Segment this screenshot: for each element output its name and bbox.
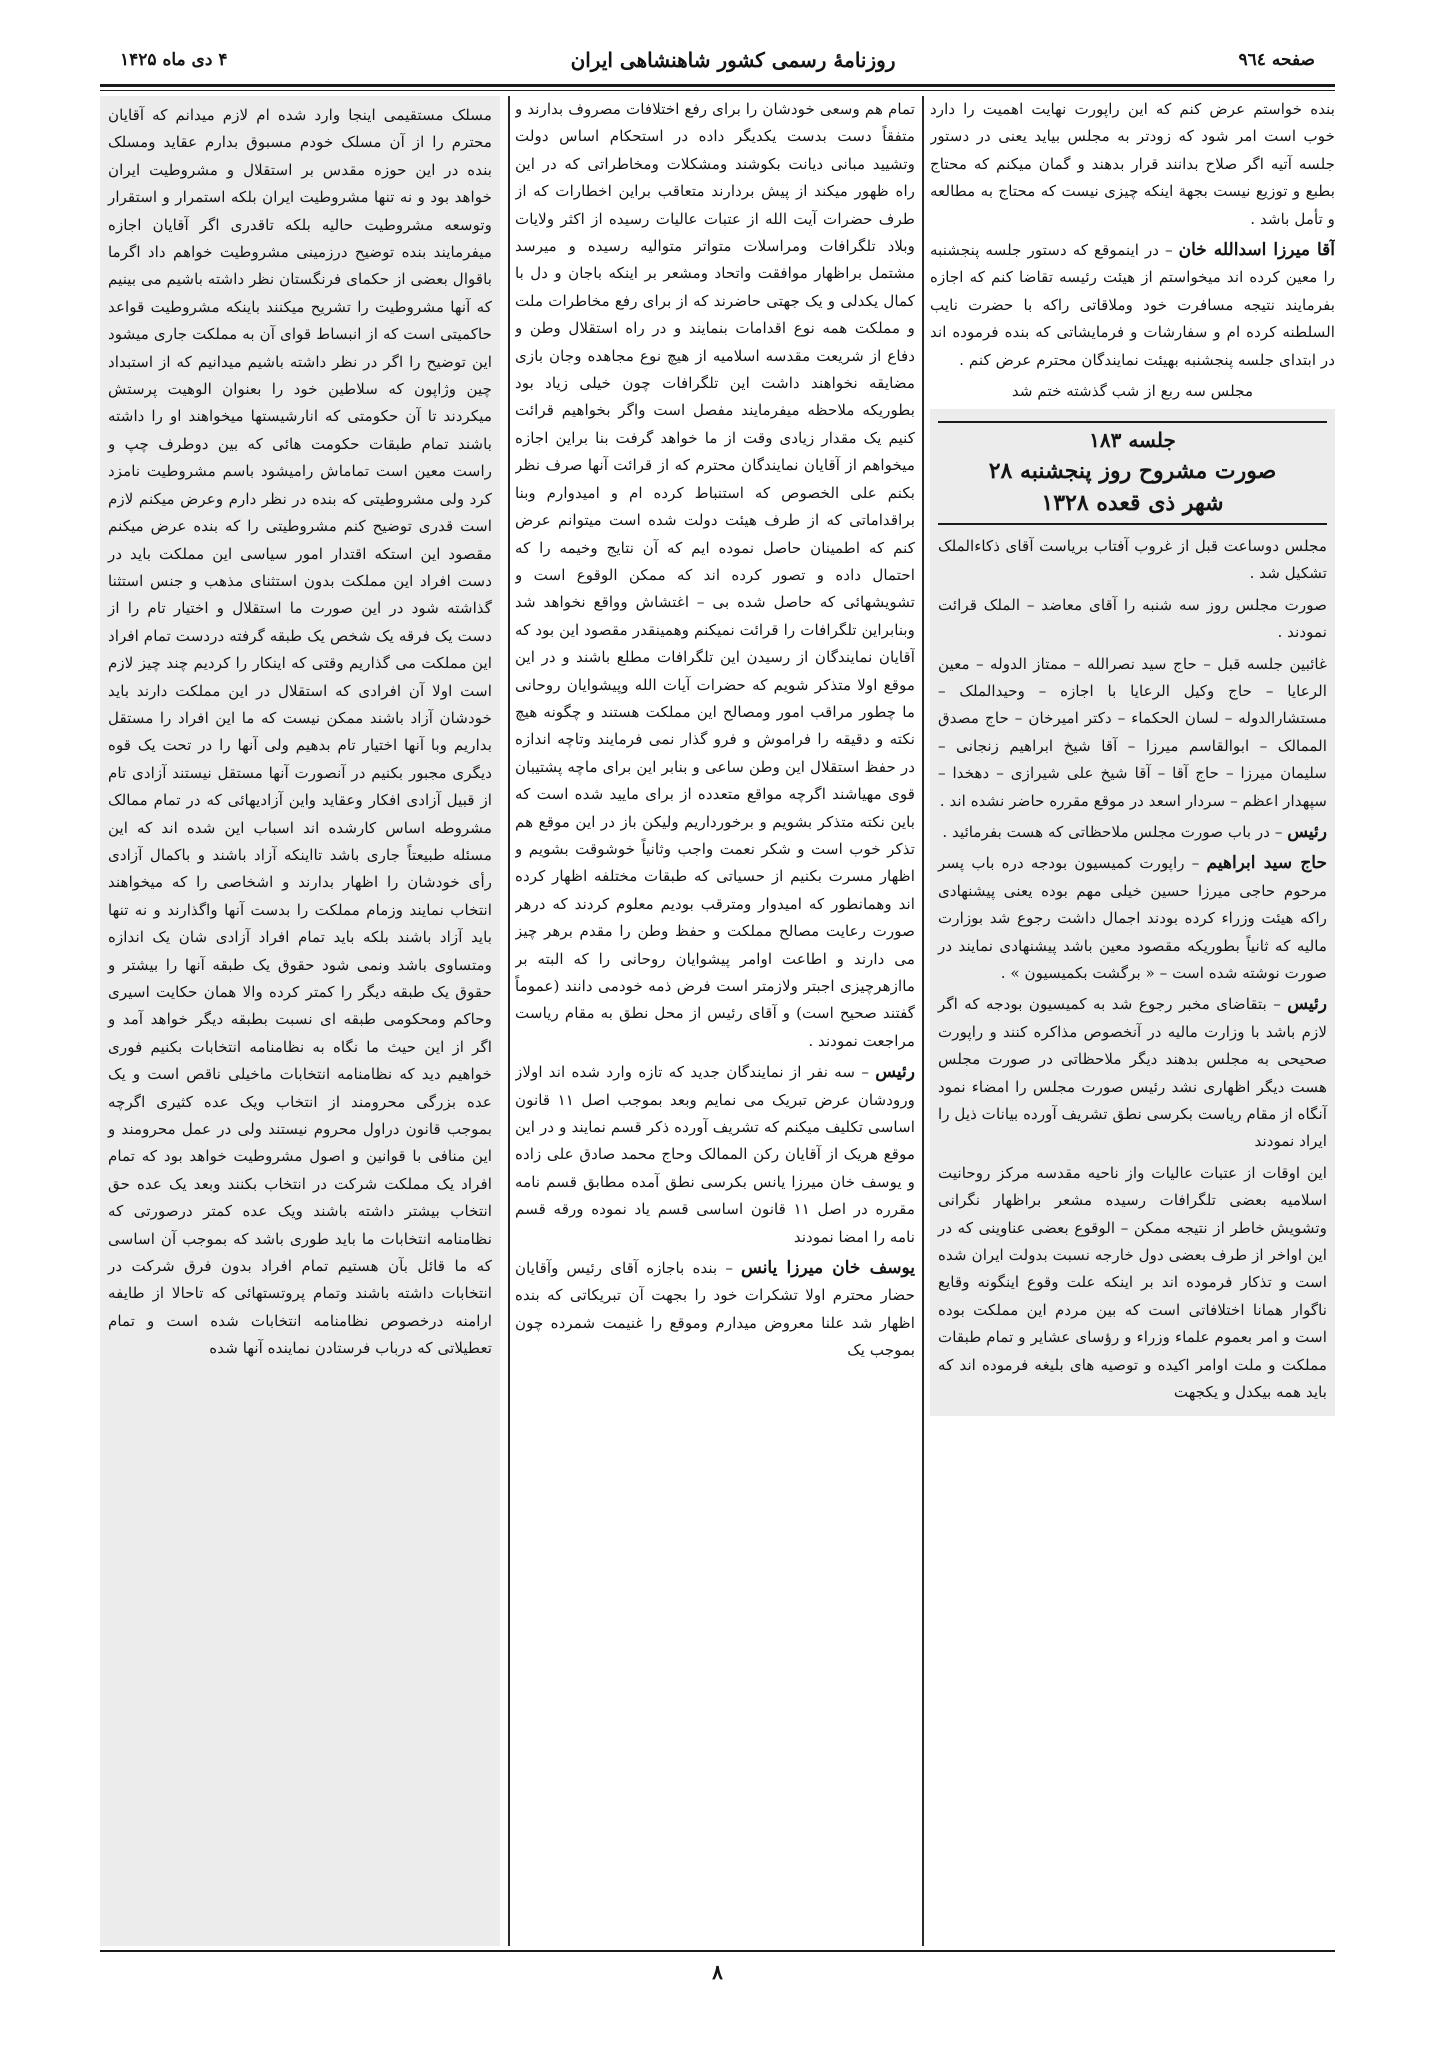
session-heading	[938, 421, 1327, 524]
speaker-name: حاج سید ابراهیم	[1206, 853, 1327, 874]
text-columns	[100, 96, 1335, 1946]
page-marker: ۸	[712, 1960, 723, 1984]
paragraph: بنده خواستم عرض کنم که این راپورت نهایت اهمیت را دارد خوب است امر شود که زودتر به مجلس بیاید یعنی در دستور جلسه آتیه اگر صلاح بدانند قرار بدهند و گمان میکنم که محتاج بطبع و توزیع نیست بجهة اینکه چیزی نیست که محتاج به مطالعه و تأمل باشد .	[930, 100, 1335, 228]
paragraph	[930, 237, 1335, 374]
session-date: شهر ذی قعده ۱۳۲۸	[1041, 489, 1224, 516]
paragraph: تمام هم وسعی خودشان را برای رفع اختلافات مصروف بدارند و متفقاً دست بدست یکدیگر داده در استحکام اساس دولت وتشیید مبانی دیانت بکوشند ومشکلات ومخاطراتی که در این راه ظهور میکند از پیش بردارند متعاقب براین اخطارات که از طرف حضرات آیت الله از عتبات عالیات رسیده از اکثر ولایات وبلاد تلگرافات ومراسلات متواتر متوالیه رسیده و میرسد مشتمل براظهار موافقت واتحاد ومشعر بر اینکه باجان و دل با کمال یکدلی و یک جهتی حاضرند که از برای رفع مخاطرات ملت و مملکت همه نوع اقدامات بنمایند و در راه استقلال وطن و دفاع از شریعت مقدسه اسلامیه از هیچ نوع مجاهده وجان بازی مضایقه نخواهند داشت این تلگرافات چون خیلی زیاد بود بطوریکه ملاحظه میفرمایند مفصل است واگر بخواهیم قرائت کنیم یک مقدار زیادی وقت از ما خواهد گرفت بنا براین اجازه میخواهم از آقایان نمایندگان محترم که از قرائت آنها صرف نظر بکنم علی الخصوص که استنباط کرده ام و امیدوارم وبنا براقداماتی که از طرف هیئت دولت شده است میتوانم عرض کنم که اطمینان حاصل نموده ایم که آن نتایج وخیمه را که احتمال داده و تصور کرده اند که ممکن الوقوع است و تشویشهائی که حاصل شده بی – اغتشاش وواقع نخواهد شد وبنابراین تلگرافات را قرائت نمیکنم وهمینقدر مقصود این بود که آقایان نمایندگان از رسیدن این تلگرافات مطلع باشند و در این موقع اولا متذکر شویم که حضرات آیات الله وپیشوایان روحانی ما چطور مراقب امور ومصالح این مملکت هستند و چگونه هیچ نکته و دقیقه را فراموش و فرو گذار نمی فرمایند وتاچه اندازه در حفظ استقلال این وطن ساعی و بنابر این برای ماچه پشتیبان قوی مهیاشند اگرچه مواقع متعدده از برای مایید شده است که باین نکته متذکر بشویم و برخورداریم ولیکن باز در این موقع هم تذکر خوب است و شکر نعمت واجب وثانیاً خوشوقت بشویم و اظهار مسرت بکنیم از حسیاتی که طبقات مختلفه اظهار کرده اند وهمانطور که امیدوار ومترقب بودیم معلوم کردند که درهر صورت رعایت مصالح مملکت و حفظ وطن را مقدم برهر چیز می دارند و اطاعت اوامر پیشوایان روحانی را که البته بر ماازهرچیزی اجبتر ولازمتر است فرض ذمه خودمی دانند (عموماً گفتند صحیح است) و آقای رئیس از محل نطق به مقام ریاست مراجعت نمودند .	[515, 100, 915, 1050]
paragraph	[938, 819, 1327, 846]
session-number: جلسه ۱۸۳	[1089, 428, 1176, 453]
header-rule-thin	[100, 90, 1335, 91]
column-divider	[508, 96, 510, 1946]
speaker-name: یوسف خان میرزا یانس	[741, 1258, 915, 1279]
speaker-name: رئیس	[1287, 821, 1327, 842]
issue-date: ۴ دی ماه ۱۴۲۵	[120, 50, 228, 70]
column-right	[930, 96, 1335, 1946]
absentees-list: غائبین جلسه قبل – حاج سید نصرالله – ممتاز الدوله – معین الرعایا – حاج وکیل الرعایا با اجازه – وحیدالملک – مستشارالدوله – لسان الحکماء – دکتر امیرخان – حاج مصدق الممالک – ابوالقاسم میرزا – آقا شیخ ابراهیم زنجانی – سلیمان میرزا – حاج آقا – آقا شیخ علی شیرازی – دهخدا – سپهدار اعظم – سردار اسعد در موقع مقرره حاضر نشده اند .	[938, 654, 1327, 810]
paragraph	[938, 991, 1327, 1155]
column-left	[100, 96, 500, 1946]
speaker-name: رئیس	[1287, 994, 1327, 1015]
speech-text: – در باب صورت مجلس ملاحظاتی که هست بفرمائید .	[942, 822, 1288, 841]
paragraph	[938, 850, 1327, 987]
column-divider	[922, 96, 924, 1946]
column-middle	[515, 96, 915, 1946]
page-header	[100, 40, 1335, 80]
speech-text: – سه نفر از نمایندگان جدید که تازه وارد شده اند اولاز ورودشان عرض تبریک می نمایم وبعد بموجب اصل ۱۱ قانون اساسی تکلیف میکنم که تشریف آورده ذکر قسم نمایند و در این موقع هریک از آقایان رکن الممالک وحاج محمد صادق علی زاده و یوسف خان میرزا یانس بکرسی نطق آمده مطابق قسم نامه مقرره در اصل ۱۱ قانون اساسی قسم یاد نموده ورقه قسم نامه را امضا نمودند	[515, 1063, 915, 1246]
speech-text: – راپورت کمیسیون بودجه دره باب پسر مرحوم حاجی میرزا حسین خیلی مهم بوده یعنی پیشنهادی راکه هیئت وزراء کرده بودند اجمال داشت رجوع شد بوزارت مالیه که ثانیاً بطوریکه مقصود معین باشد پیشنهادی نمایند در صورت نوشته شده است – « برگشت بکمیسیون » .	[938, 854, 1327, 982]
speech-text: – بنده باجازه آقای رئیس وآقایان حضار محترم اولا تشکرات خود را بجهت آن تبریکاتی که بنده اظهار شد علنا معروض میدارم وموقع را غنیمت شمرده چون بموجب یک	[515, 1259, 915, 1360]
paragraph: این اوقات از عتبات عالیات واز ناحیه مقدسه مرکز روحانیت اسلامیه بعضی تلگرافات رسیده مشعر براظهار نگرانی وتشویش خاطر از نتیجه ممکن – الوقوع بعضی عناوینی که در این اواخر از طرف بعضی دول خارجه نسبت بدولت ایران شده است و تذکار فرموده اند بر اینکه علت وقوع اینگونه وقایع ناگوار همانا اختلافاتی است که بین مردم این مملکت بوده است و امر بعموم علماء وزراء و رؤسای عشایر و تمام طبقات مملکت و ملت اوامر اکیده و توصیه های بلیغه فرموده اند که باید همه بیکدل و یکجهت	[938, 1163, 1327, 1402]
paragraph	[515, 1059, 915, 1251]
gazette-title: روزنامهٔ رسمی کشور شاهنشاهی ایران	[570, 48, 896, 72]
shaded-section	[930, 409, 1335, 1416]
paragraph: مسلک مستقیمی اینجا وارد شده ام لازم میدانم که آقایان محترم را از آن مسلک خودم مسبوق بدارم عقاید ومسلک بنده در این حوزه مقدس بر استقلال و مشروطیت ایران خواهد بود و نه تنها مشروطیت ایران بلکه استمرار و استقرار وتوسعه مشروطیت حالیه بلکه تاقدری اگر آقایان اجازه میفرمایند بنده توضیح درزمینی مشروطیت خواهم داد اگرما باقوال بعضی از حکمای فرنگستان نظر داشته باشیم می بینیم که آنها مشروطیت را تشریح میکنند باینکه مشروطیت قواعد حاکمیتی است که از انبساط قوای آن به مملکت جاری میشود این توضیح را اگر در نظر داشته باشیم میدانیم که از استبداد چین وژاپون که سلاطین خود را بعنوان الوهیت پرستش میکردند تا آن حکومتی که انارشیستها میخواهند او را داشته باشند تمام طبقات حکومت هائی که بین دوطرف چپ و راست معین است تماماش رامیشود باسم مشروطیت نامزد کرد ولی مشروطیتی که بنده در نظر دارم وعرض میکنم لازم است قدری توضیح کنم مشروطیتی را که بنده عرض میکنم مقصود این استکه اقتدار امور سیاسی این مملکت باید در دست افراد این مملکت بدون استثنای مذهب و جنس استثنا گذاشته شود در این صورت ما استقلال و اختیار تام را از دست یک فرقه یک شخص یک طبقه گرفته دردست تمام افراد این مملکت می گذاریم وقتی که اینکار را کردیم چند چیز لازم است اولا آن افرادی که استقلال در این مملکت دارند باید خودشان آزاد باشند ممکن نیست که ما این افراد را مستقل بداریم وبا آنها اختیار تام بدهیم ولی آنها را در تحت یک قوه دیگری مجبور بکنیم در آنصورت آنها مستقل نیستند آزادی تام از قبیل آزادی افکار وعقاید واین آزادیهائی که در تمام ممالک مشروطه اساس کارشده اند اسباب این شده اند که این مسئله طبیعتاً جاری باشد تااینکه آزاد باشند و باکمال آزادی رأی خودشان را اظهار بدارند و اشخاصی را که میخواهند انتخاب نمایند وزمام مملکت را بدست آنها واگذارند و نه تنها باید آزاد باشند بلکه باید تمام افراد آزادی شان یک اندازه ومتساوی باشد ونمی شود حقوق یک طبقه آنها را بیشتر و حقوق یک طبقه دیگر را کمتر کرده والا همان حکایت اسیری وحاکم ومحکومی طبقه ای نسبت بطبقه دیگر خواهد آمد و اگر از این حیث ما نگاه به نظامنامه انتخابات بکنیم فوری خواهیم دید که نظامنامه انتخابات ماخیلی ناقص است و یک عده بزرگی محرومند از انتخاب ویک عده کثیری اگرچه بموجب قانون دراول محروم نیستند ولی در عمل محرومند و این منافی با قوانین و اصول مشروطیت خواهد بود که تمام افراد یک مملکت شرکت در انتخاب بکنند وبعد یک عده حق انتخاب بیشتر داشته باشند ویک عده کمتر درصورتی که نظامنامه انتخابات ما باید طوری باشد که بموجب آن اساسی که ما قائل بآن هستیم تمام افراد بدون فرق شرکت در انتخابات داشته باشند وتمام پروتستهائی که تاحالا از طایفه ارامنه درخصوص نظامنامه انتخابات شده است و تمام تعطیلاتی که درباب فرستادن نماینده آنها شده	[108, 106, 492, 1358]
header-rule	[100, 84, 1335, 87]
speaker-name: رئیس	[875, 1062, 915, 1083]
page-number: صفحه ۹٦٤	[1238, 50, 1315, 70]
speech-text: – در اینموقع که دستور جلسه پنجشنبه را معین کرده اند میخواستم از هیئت رئیسه تقاضا کنم که اجازه بفرمایند نتیجه مسافرت خود وملاقاتی راکه با حضرت نایب السلطنه کرده ام و سفارشات و فرمایشاتی که بنده فرموده اند در ابتدای جلسه پنجشنبه بهیئت نمایندگان محترم عرض کنم .	[930, 241, 1335, 369]
footer-rule	[100, 1950, 1335, 1952]
paragraph: صورت مجلس روز سه شنبه را آقای معاضد – الملک قرائت نمودند .	[938, 595, 1327, 642]
session-end-note: مجلس سه ربع از شب گذشته ختم شد	[1011, 382, 1254, 401]
speaker-name: آقا میرزا اسدالله خان	[1178, 240, 1335, 261]
paragraph: مجلس دوساعت قبل از غروب آفتاب بریاست آقای ذکاءالملک تشکیل شد .	[938, 536, 1327, 583]
speech-text: – بتقاضای مخبر رجوع شد به کمیسیون بودجه که اگر لازم باشد با وزارت مالیه در آنخصوص مذاکره کنند و راپورت صحیحی به مجلس بدهند دیگر ملاحظاتی در صورت مجلس هست دیگر اظهاری نشد رئیس صورت مجلس را امضاء نمود آنگاه از مقام ریاست بکرسی نطق تشریف آورده بیانات ذیل را ایراد نمودند	[937, 995, 1327, 1151]
paragraph	[515, 1255, 915, 1365]
gazette-page	[100, 40, 1335, 2000]
session-title: صورت مشروح روز پنجشنبه ۲۸	[988, 457, 1277, 484]
